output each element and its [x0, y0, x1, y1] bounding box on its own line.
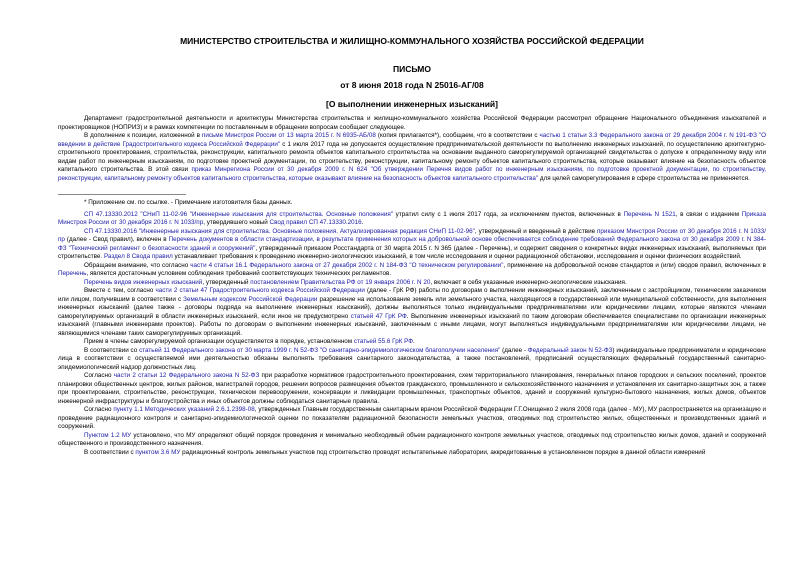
text: , применение на добровольной основе стандартов и (или) сводов правил, включенных в: [503, 261, 767, 269]
paragraph: [58, 347, 766, 373]
link[interactable]: Перечень документов в области стандартизации, в результате применения которых на добровольной основе обеспечивается соблюдение требований Федерального закона от 30 декабря 2009 г. N 384-ФЗ "Технический регламент о безопасности зданий и сооружений": [58, 236, 766, 252]
paragraph: [58, 287, 766, 338]
text: В соответствии со: [84, 346, 140, 354]
link[interactable]: статьей 55.6 ГрК РФ: [353, 338, 414, 345]
link[interactable]: Перечень: [58, 270, 87, 277]
text: Согласно: [84, 372, 114, 379]
paragraph: [58, 132, 766, 183]
link[interactable]: СП 47.13330.2016 "Инженерные изыскания для строительства. Основные положения. Актуализированная редакция СНиП 11-02-96": [84, 227, 475, 235]
paragraph: [58, 372, 766, 406]
document-date-number: от 8 июня 2018 года N 25016-АГ/08: [340, 80, 484, 90]
text: утратил силу с 1 июля 2017 года, за исключением пунктов, включенных в: [393, 210, 624, 218]
paragraph: [58, 211, 766, 228]
document-subject: [О выполнении инженерных изысканий]: [326, 99, 498, 109]
document-type: ПИСЬМО: [393, 64, 431, 74]
text: Прием в члены саморегулируемой организации осуществляется в порядке, установленном: [84, 338, 354, 345]
text: В соответствии с: [84, 448, 136, 456]
text: (далее - Свод правил), включен в: [64, 236, 169, 243]
link[interactable]: приказом Минстроя России от 30 декабря 2016 г. N 1033/пр: [58, 227, 767, 243]
text: , утвержденных Главным государственным санитарным врачом Российской Федерации Г.Г.Онищенко 2 июля 2008 года (далее - МУ), МУ распространяется на организацию и проведение радиационного контроля и санитарно-эпидемиологической оценки по показателям радиационной безопасности земельных участков, отводимых под строительство жилых, общественных и производственных зданий и сооружений.: [58, 406, 766, 430]
link[interactable]: письме Минстроя России от 13 марта 2015 г. N 6935-АБ/08: [201, 132, 376, 139]
text: . Выполнение инженерных изысканий по таким договорам обеспечивается специалистами по организации инженерных изысканий (главными инженерами проектов). Работы по договорам о выполнении инженерных изысканий, заключенным с иными лицами, могут выполняться индивидуальными предпринимателями или юридическими лицами, не являющимися членами таких саморегулируемых организаций.: [58, 312, 767, 337]
link[interactable]: части 4 статьи 16.1 Федерального закона от 27 декабря 2002 г. N 184-ФЗ "О техническом регулировании": [190, 261, 504, 269]
text: Обращаем внимание, что согласно: [84, 261, 191, 269]
text: .: [361, 219, 364, 226]
link[interactable]: СП 47.13330.2012 "СНиП 11-02-96 "Инженерные изыскания для строительства. Основные положения": [84, 210, 394, 218]
text: , утвержденный приказом Росстандарта от 30 марта 2015 г. N 365 (далее - Перечень), и содержит сведения о конкретных видах инженерных изысканий, выполняемых при строительстве.: [58, 244, 766, 260]
text: установлено, что МУ определяют общий порядок проведения и минимально необходимый объем радиационного контроля земельных участков, отводимых под строительство жилых домов, зданий и сооружений общественного и производственного назначения.: [58, 431, 766, 447]
paragraph: [58, 228, 766, 262]
text: (далее -: [500, 346, 528, 354]
link[interactable]: статьей 11 Федерального закона от 30 марта 1999 г. N 52-ФЗ "О санитарно-эпидемиологическом благополучии населения": [139, 346, 501, 354]
text: , утвердившего новый: [203, 219, 270, 226]
text: с 1 июля 2017 года не допускается осуществление предпринимательской деятельности по выполнению инженерных изысканий, по осуществлению архитектурно-строительного проектирования, строительства, реконструкции, капитального ремонта объектов капитального строительства на основании выданного саморегулируемой организацией свидетельства о допуске к определенному виду или видам работ по инженерным изысканиям, по подготовке проектной документации, по строительству, реконструкции, капитальному ремонту объектов капитального строительства, которые оказывают влияние на безопасность объектов капитального строительства. В этой связи: [58, 140, 766, 173]
document-body: [58, 115, 766, 457]
link[interactable]: постановлением Правительства РФ от 19 января 2006 г. N 20: [250, 278, 431, 286]
paragraph: [58, 406, 766, 432]
text: Согласно: [84, 406, 114, 413]
footnote-separator: [58, 194, 186, 195]
link[interactable]: Пунктом 1.2 МУ: [84, 431, 132, 439]
text: , включает в себя указанные инженерно-экологические изыскания.: [430, 278, 627, 286]
footnote: * Приложение см. по ссылке. - Примечание изготовителя базы данных.: [84, 199, 293, 206]
text: при разработке нормативов градостроительного проектирования, схем территориального планирования, генеральных планов городских и сельских поселений, проектов планировки общественных центров, жилых районов, магистралей городов, решении вопросов размещения объектов гражданского, промышленного и сельскохозяйственного назначения и установления их санитарно-защитных зон, а также при проектировании, строительстве, реконструкции, техническом перевооружении, консервации и ликвидации промышленных, транспортных объектов, зданий и сооружений культурно-бытового назначения, жилых домов, объектов инженерной инфраструктуры и благоустройства и иных объектов должны соблюдаться санитарные правила.: [58, 372, 766, 405]
paragraph: [58, 279, 766, 288]
paragraph: [58, 449, 766, 458]
text: .: [413, 338, 415, 345]
text: разрешение на использование земель или земельного участка, находящегося в государственной или муниципальной собственности, для выполнения инженерных изысканий (далее также - договоры подряда на выполнение инженерных изысканий), должны выполняться только индивидуальными предпринимателями или юридическими лицами, которые являются членами саморегулируемых организаций в области инженерных изысканий, если иное не предусмотрено: [58, 295, 766, 320]
text: радиационный контроль земельных участков под строительство проводят испытательные лаборатории, аккредитованные в установленном порядке в данной области измерений: [180, 448, 706, 456]
text: (далее - ГрК РФ) работы по договорам о выполнении инженерных изысканий, заключенным с застройщиком, техническим заказчиком или лицом, получившим в соответствии с: [58, 287, 767, 303]
link[interactable]: Раздел 8 Свода правил: [103, 253, 173, 260]
link[interactable]: части 2 статьи 12 Федерального закона N 52-ФЗ: [113, 372, 260, 379]
link[interactable]: пункту 1.1 Методических указаний 2.6.1.2398-08: [113, 406, 255, 413]
link[interactable]: части 2 статьи 47 Градостроительного кодекса Российской Федерации: [155, 287, 365, 294]
ministry-title: МИНИСТЕРСТВО СТРОИТЕЛЬСТВА И ЖИЛИЩНО-КОММУНАЛЬНОГО ХОЗЯЙСТВА РОССИЙСКОЙ ФЕДЕРАЦИИ: [180, 36, 644, 46]
text: (копия прилагается*), сообщаем, что в соответствии с: [375, 132, 540, 139]
link[interactable]: частью 1 статьи 3.3 Федерального закона от 29 декабря 2004 г. N 191-ФЗ "О введении в действие Градостроительного кодекса Российской Федерации": [58, 132, 766, 148]
paragraph: [58, 432, 766, 449]
link[interactable]: Перечень N 1521: [623, 210, 676, 218]
text: , является достаточным условием соблюдения требований соответствующих технических регламентов.: [86, 270, 392, 277]
text: устанавливает требования к проведению инженерно-экологических изысканий, в том числе исследования и оценки радиационной обстановки, исследования и оценки физических воздействий.: [172, 253, 742, 260]
text: ) индивидуальные предприниматели и юридические лица в соответствии с осуществляемой ими деятельностью обязаны выполнять требования санитарного законодательства, а также постановлений, предписаний осуществляющих федеральный государственный санитарно-эпидемиологический надзор должностных лиц.: [58, 346, 766, 371]
link[interactable]: Земельным кодексом Российской Федерации: [183, 295, 318, 303]
link[interactable]: приказ Минрегиона России от 30 декабря 2009 г. N 624 "Об утверждении Перечня видов работ по инженерным изысканиям, по подготовке проектной документации, по строительству, реконструкции, капитальному ремонту объектов капитального строительства, которые оказывают влияние на безопасность объектов капитального строительства": [58, 166, 767, 182]
text: , утвержденный: [202, 278, 251, 286]
paragraph: [58, 262, 766, 279]
text: для целей саморегулирования в сфере строительства не применяется.: [538, 174, 750, 182]
paragraph: [58, 338, 766, 347]
link[interactable]: пунктом 3.6 МУ: [135, 448, 181, 456]
link[interactable]: Перечень видов инженерных изысканий: [84, 278, 203, 286]
paragraph: Департамент градостроительной деятельности и архитектуры Министерства строительства и жилищно-коммунального хозяйства Российской Федерации рассмотрел обращение Национального объединения изыскателей и проектировщиков (НОПРИЗ) и в рамках компетенции по поставленным в обращении вопросам сообщает следующее.: [58, 115, 766, 131]
link[interactable]: Свод правил СП 47.13330.2016: [269, 219, 362, 226]
link[interactable]: Приказа Минстроя России от 30 декабря 2016 г. N 1033/пр: [58, 210, 767, 226]
text: , утвержденный и введенный в действие: [474, 227, 598, 235]
text: В дополнение к позиции, изложенной в: [84, 132, 202, 139]
text: , в связи с изданием: [675, 210, 742, 218]
text: Вместе с тем, согласно: [84, 287, 156, 294]
link[interactable]: статьей 47 ГрК РФ: [350, 312, 407, 320]
link[interactable]: Федеральный закон N 52-ФЗ: [527, 346, 613, 354]
